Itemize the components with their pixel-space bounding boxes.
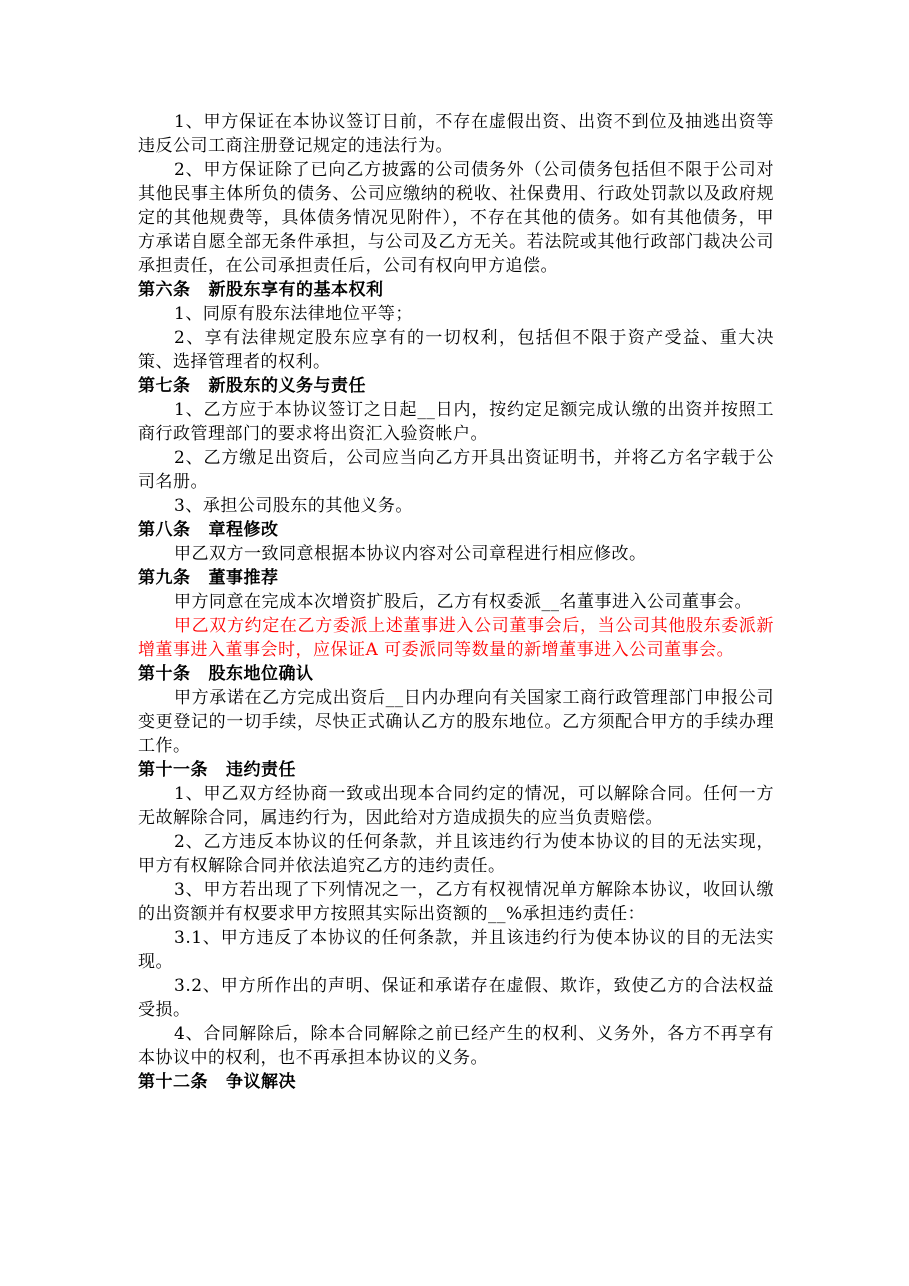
article-8-heading bbox=[138, 518, 774, 542]
article-number: 第十条 bbox=[138, 664, 191, 684]
article-number: 第六条 bbox=[138, 280, 191, 300]
clause-11-item-3-1: 3.1、甲方违反了本协议的任何条款，并且该违约行为使本协议的目的无法实现。 bbox=[138, 928, 774, 972]
clause-11-item-3-2: 3.2、甲方所作出的声明、保证和承诺存在虚假、欺诈，致使乙方的合法权益受损。 bbox=[138, 976, 774, 1020]
article-title: 章程修改 bbox=[208, 520, 279, 540]
clause-5-item-2: 2、甲方保证除了已向乙方披露的公司债务外（公司债务包括但不限于公司对其他民事主体所负的债务、公司应缴纳的税收、社保费用、行政处罚款以及政府规定的其他规费等，具体债务情况见附件），不存在其他的债务。如有其他债务，甲方承诺自愿全部无条件承担，与公司及乙方无关。若法院或其他行政部门裁决公司承担责任，在公司承担责任后，公司有权向甲方追偿。 bbox=[138, 160, 774, 276]
clause-7-item-1: 1、乙方应于本协议签订之日起__日内，按约定足额完成认缴的出资并按照工商行政管理部门的要求将出资汇入验资帐户。 bbox=[138, 400, 774, 444]
article-7-heading bbox=[138, 374, 774, 398]
clause-11-item-3: 3、甲方若出现了下列情况之一，乙方有权视情况单方解除本协议，收回认缴的出资额并有权要求甲方按照其实际出资额的__%承担违约责任： bbox=[138, 880, 774, 924]
article-title: 董事推荐 bbox=[208, 568, 279, 588]
article-9-heading bbox=[138, 566, 774, 590]
article-number: 第七条 bbox=[138, 376, 191, 396]
article-title: 违约责任 bbox=[226, 760, 296, 780]
clause-5-item-1: 1、甲方保证在本协议签订日前，不存在虚假出资、出资不到位及抽逃出资等违反公司工商注册登记规定的违法行为。 bbox=[138, 112, 774, 156]
article-title: 新股东享有的基本权利 bbox=[208, 280, 384, 300]
clause-10-text: 甲方承诺在乙方完成出资后__日内办理向有关国家工商行政管理部门申报公司变更登记的一切手续，尽快正式确认乙方的股东地位。乙方须配合甲方的手续办理工作。 bbox=[138, 688, 774, 756]
article-title: 股东地位确认 bbox=[208, 664, 314, 684]
article-11-heading bbox=[138, 758, 774, 782]
article-12-heading bbox=[138, 1070, 774, 1094]
article-number: 第九条 bbox=[138, 568, 191, 588]
article-number: 第八条 bbox=[138, 520, 191, 540]
article-6-heading bbox=[138, 278, 774, 302]
article-title: 争议解决 bbox=[226, 1072, 296, 1092]
article-number: 第十二条 bbox=[138, 1072, 208, 1092]
clause-6-item-2: 2、享有法律规定股东应享有的一切权利，包括但不限于资产受益、重大决策、选择管理者的权利。 bbox=[138, 328, 774, 372]
clause-11-item-2: 2、乙方违反本协议的任何条款，并且该违约行为使本协议的目的无法实现，甲方有权解除合同并依法追究乙方的违约责任。 bbox=[138, 832, 774, 876]
article-title: 新股东的义务与责任 bbox=[208, 376, 366, 396]
document-body bbox=[138, 110, 774, 1094]
clause-6-item-1: 1、同原有股东法律地位平等； bbox=[174, 304, 413, 324]
clause-7-item-3: 3、承担公司股东的其他义务。 bbox=[174, 496, 413, 516]
clause-7-item-2: 2、乙方缴足出资后，公司应当向乙方开具出资证明书，并将乙方名字载于公司名册。 bbox=[138, 448, 774, 492]
article-10-heading bbox=[138, 662, 774, 686]
clause-9-text: 甲方同意在完成本次增资扩股后，乙方有权委派__名董事进入公司董事会。 bbox=[174, 592, 752, 612]
clause-11-item-1: 1、甲乙双方经协商一致或出现本合同约定的情况，可以解除合同。任何一方无故解除合同，属违约行为，因此给对方造成损失的应当负责赔偿。 bbox=[138, 784, 774, 828]
clause-8-text: 甲乙双方一致同意根据本协议内容对公司章程进行相应修改。 bbox=[174, 544, 647, 564]
article-number: 第十一条 bbox=[138, 760, 208, 780]
clause-11-item-4: 4、合同解除后，除本合同解除之前已经产生的权利、义务外，各方不再享有本协议中的权利，也不再承担本协议的义务。 bbox=[138, 1024, 774, 1068]
clause-9-highlighted-text: 甲乙双方约定在乙方委派上述董事进入公司董事会后，当公司其他股东委派新增董事进入董事会时，应保证A 可委派同等数量的新增董事进入公司董事会。 bbox=[138, 616, 774, 660]
